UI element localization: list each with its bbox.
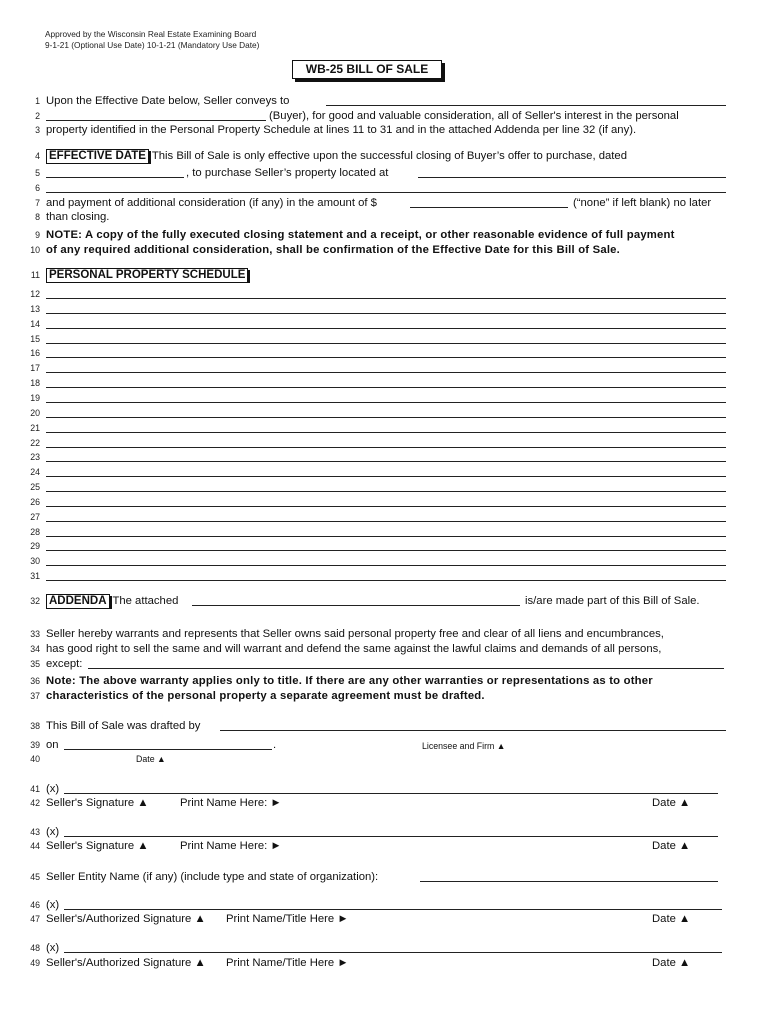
line-8 — [30, 210, 730, 225]
line-40 — [30, 752, 730, 767]
line-1 — [30, 94, 730, 109]
line-number: 48 — [30, 943, 40, 953]
line-35 — [30, 657, 730, 672]
line-number: 24 — [30, 467, 40, 478]
authorized-signature-field-1[interactable] — [64, 899, 722, 910]
line-number: 22 — [30, 437, 40, 448]
line-number: 35 — [30, 659, 40, 669]
conveys-to-label: Upon the Effective Date below, Seller conveys to — [46, 95, 290, 107]
schedule-line — [30, 510, 730, 525]
warranty-text-cont: has good right to sell the same and will warrant and defend the same against the lawful claims and demands of all persons, — [46, 643, 662, 655]
line-7 — [30, 196, 730, 211]
approval-note: Approved by the Wisconsin Real Estate Examining Board — [45, 29, 257, 39]
except-label: except: — [46, 658, 83, 670]
line-number: 42 — [30, 798, 40, 808]
closing-statement-note-cont: of any required additional consideration, shall be confirmation of the Effective Date for this Bill of Sale. — [46, 244, 620, 256]
line-number: 30 — [30, 556, 40, 567]
line-10 — [30, 243, 730, 258]
line-number: 33 — [30, 629, 40, 639]
date-caption: Date ▲ — [652, 840, 691, 852]
line-3 — [30, 123, 730, 138]
attached-text: The attached — [112, 595, 179, 607]
seller-signature-caption: Seller's Signature ▲ — [46, 840, 149, 852]
line-34 — [30, 642, 730, 657]
line-32 — [30, 593, 730, 610]
property-located-text: , to purchase Seller’s property located at — [186, 167, 389, 179]
schedule-line — [30, 539, 730, 554]
consideration-text: (Buyer), for good and valuable consideration, all of Seller's interest in the personal — [269, 110, 679, 122]
effective-date-label: EFFECTIVE DATE — [46, 149, 149, 164]
seller-signature-caption: Seller's Signature ▲ — [46, 797, 149, 809]
line-number: 27 — [30, 511, 40, 522]
schedule-entry-field[interactable] — [46, 496, 726, 507]
line-4 — [30, 148, 730, 165]
closing-statement-note: NOTE: A copy of the fully executed closing statement and a receipt, or other reasonable evidence of full payment — [46, 229, 675, 241]
schedule-line — [30, 317, 730, 332]
line-number: 23 — [30, 452, 40, 463]
line-6 — [30, 181, 730, 196]
line-number: 20 — [30, 407, 40, 418]
line-number: 11 — [30, 270, 40, 280]
date-caption: Date ▲ — [136, 754, 166, 764]
none-if-blank-text: (“none” if left blank) no later — [573, 197, 712, 209]
line-number: 28 — [30, 526, 40, 537]
line-number: 7 — [35, 198, 40, 208]
entity-name-label: Seller Entity Name (if any) (include type and state of organization): — [46, 871, 379, 883]
drafted-by-label: This Bill of Sale was drafted by — [46, 720, 201, 732]
exceptions-field[interactable] — [88, 658, 724, 669]
than-closing-text: than closing. — [46, 211, 110, 223]
schedule-entry-field[interactable] — [46, 481, 726, 492]
schedule-entry-field[interactable] — [46, 362, 726, 373]
schedule-line — [30, 287, 730, 302]
entity-name-field[interactable] — [420, 871, 718, 882]
line-number: 16 — [30, 348, 40, 359]
line-number: 40 — [30, 754, 40, 764]
x-mark: (x) — [46, 783, 60, 795]
line-number: 25 — [30, 482, 40, 493]
print-name-caption: Print Name Here: ► — [180, 797, 282, 809]
line-number: 13 — [30, 303, 40, 314]
form-title: WB-25 BILL OF SALE — [292, 60, 442, 79]
line-36 — [30, 674, 730, 689]
schedule-line — [30, 569, 730, 584]
line-2 — [30, 109, 730, 124]
warranty-text: Seller hereby warrants and represents that Seller owns said personal property free and clear of all liens and encumbrances, — [46, 628, 664, 640]
line-47 — [30, 912, 730, 927]
schedule-line — [30, 361, 730, 376]
schedule-entry-field[interactable] — [46, 451, 726, 462]
schedule-entry-field[interactable] — [46, 377, 726, 388]
line-number: 1 — [35, 96, 40, 106]
line-number: 15 — [30, 333, 40, 344]
line-number: 18 — [30, 378, 40, 389]
print-name-title-caption: Print Name/Title Here ► — [226, 957, 349, 969]
licensee-firm-label: Licensee and Firm ▲ — [422, 741, 506, 751]
line-number: 26 — [30, 496, 40, 507]
schedule-line — [30, 406, 730, 421]
effective-date-text: This Bill of Sale is only effective upon the successful closing of Buyer’s offer to purchase, dated — [151, 150, 627, 162]
schedule-entry-field[interactable] — [46, 392, 726, 403]
line-number: 49 — [30, 958, 40, 968]
schedule-line — [30, 450, 730, 465]
line-45 — [30, 870, 730, 885]
line-number: 21 — [30, 422, 40, 433]
schedule-entry-field[interactable] — [46, 511, 726, 522]
line-9 — [30, 228, 730, 243]
use-dates-note: 9-1-21 (Optional Use Date) 10-1-21 (Mandatory Use Date) — [45, 40, 260, 50]
line-number: 37 — [30, 691, 40, 701]
schedule-line — [30, 480, 730, 495]
schedule-entry-field[interactable] — [46, 540, 726, 551]
seller-signature-field-1[interactable] — [64, 783, 718, 794]
buyer-name-field[interactable] — [326, 95, 726, 106]
line-number: 14 — [30, 318, 40, 329]
line-number: 9 — [35, 230, 40, 240]
authorized-signature-caption: Seller's/Authorized Signature ▲ — [46, 913, 206, 925]
line-number: 47 — [30, 914, 40, 924]
line-number: 5 — [35, 168, 40, 178]
schedule-entry-field[interactable] — [46, 555, 726, 566]
line-number: 2 — [35, 111, 40, 121]
schedule-line — [30, 421, 730, 436]
line-number: 41 — [30, 784, 40, 794]
line-number: 17 — [30, 363, 40, 374]
schedule-line — [30, 525, 730, 540]
seller-signature-field-2[interactable] — [64, 826, 718, 837]
line-11 — [30, 267, 730, 284]
date-caption: Date ▲ — [652, 957, 691, 969]
date-caption: Date ▲ — [652, 913, 691, 925]
offer-date-field[interactable] — [46, 167, 184, 178]
line-44 — [30, 839, 730, 854]
schedule-entry-field[interactable] — [46, 466, 726, 477]
x-mark: (x) — [46, 942, 60, 954]
schedule-entry-field[interactable] — [46, 570, 726, 581]
addenda-field[interactable] — [192, 595, 520, 606]
line-number: 12 — [30, 289, 40, 299]
made-part-text: is/are made part of this Bill of Sale. — [525, 595, 700, 607]
additional-amount-field[interactable] — [410, 197, 568, 208]
line-5 — [30, 166, 730, 181]
schedule-line — [30, 332, 730, 347]
line-number: 32 — [30, 596, 40, 606]
drafted-date-field[interactable] — [64, 739, 272, 750]
schedule-line — [30, 302, 730, 317]
schedule-line — [30, 495, 730, 510]
line-number: 44 — [30, 841, 40, 851]
schedule-line — [30, 376, 730, 391]
addenda-label: ADDENDA — [46, 594, 110, 609]
line-number: 3 — [35, 125, 40, 135]
line-46 — [30, 898, 730, 913]
warranty-note-cont: characteristics of the personal property a separate agreement must be drafted. — [46, 690, 485, 702]
schedule-entry-field[interactable] — [46, 333, 726, 344]
line-number: 6 — [35, 183, 40, 193]
line-number: 4 — [35, 151, 40, 161]
schedule-line — [30, 465, 730, 480]
line-33 — [30, 627, 730, 642]
schedule-line — [30, 436, 730, 451]
line-number: 8 — [35, 212, 40, 222]
line-49 — [30, 956, 730, 971]
warranty-note: Note: The above warranty applies only to title. If there are any other warranties or representations as to other — [46, 675, 653, 687]
line-number: 36 — [30, 676, 40, 686]
line-39: 39 on . Licensee and Firm ▲ — [30, 738, 730, 753]
schedule-entry-field[interactable] — [46, 288, 726, 299]
line-38 — [30, 719, 730, 734]
property-address-field[interactable] — [418, 167, 726, 178]
print-name-title-caption: Print Name/Title Here ► — [226, 913, 349, 925]
line-number: 43 — [30, 827, 40, 837]
schedule-line — [30, 554, 730, 569]
schedule-reference-text: property identified in the Personal Property Schedule at lines 11 to 31 and in the attached Addenda per line 32 (if any). — [46, 124, 637, 136]
line-number: 29 — [30, 541, 40, 552]
drafted-by-field[interactable] — [220, 720, 726, 731]
line-number: 10 — [30, 245, 40, 255]
x-mark: (x) — [46, 826, 60, 838]
property-address-field-cont[interactable] — [46, 182, 726, 193]
line-42 — [30, 796, 730, 811]
schedule-entry-field[interactable] — [46, 437, 726, 448]
schedule-entry-field[interactable] — [46, 422, 726, 433]
schedule-line — [30, 346, 730, 361]
line-number: 31 — [30, 571, 40, 582]
additional-consideration-text: and payment of additional consideration (if any) in the amount of $ — [46, 197, 377, 209]
line-41 — [30, 782, 730, 797]
schedule-entry-field[interactable] — [46, 303, 726, 314]
line-number: 34 — [30, 644, 40, 654]
buyer-name-field-cont[interactable] — [46, 110, 266, 121]
line-37 — [30, 689, 730, 704]
schedule-entry-field[interactable] — [46, 318, 726, 329]
schedule-line — [30, 391, 730, 406]
print-name-caption: Print Name Here: ► — [180, 840, 282, 852]
line-number: 39 — [30, 740, 40, 750]
line-number: 38 — [30, 721, 40, 731]
schedule-entry-field[interactable] — [46, 526, 726, 537]
line-43 — [30, 825, 730, 840]
authorized-signature-field-2[interactable] — [64, 942, 722, 953]
schedule-entry-field[interactable] — [46, 347, 726, 358]
x-mark: (x) — [46, 899, 60, 911]
line-48 — [30, 941, 730, 956]
line-number: 45 — [30, 872, 40, 882]
personal-property-schedule-label: PERSONAL PROPERTY SCHEDULE — [46, 268, 248, 283]
line-number: 19 — [30, 392, 40, 403]
authorized-signature-caption: Seller's/Authorized Signature ▲ — [46, 957, 206, 969]
line-number: 46 — [30, 900, 40, 910]
schedule-entry-field[interactable] — [46, 407, 726, 418]
date-caption: Date ▲ — [652, 797, 691, 809]
on-label: on — [46, 739, 59, 751]
